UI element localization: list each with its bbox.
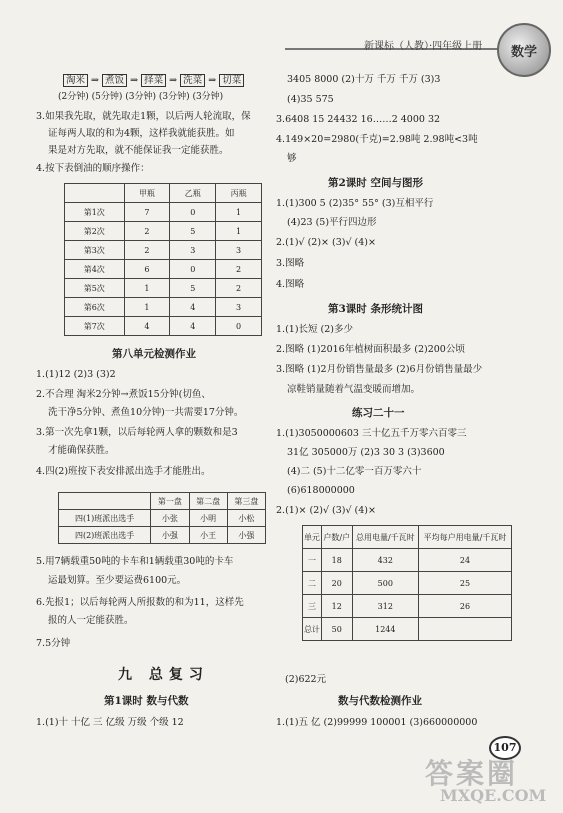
table-row	[65, 317, 262, 336]
table-cell: 18	[321, 549, 352, 572]
lesson2-heading: 第2课时 空间与图形	[328, 177, 423, 189]
table-cell: 50	[321, 618, 352, 641]
table-cell: 小松	[227, 510, 265, 527]
table-cell: 第1次	[65, 203, 125, 222]
table-cell: 小张	[151, 510, 189, 527]
u8-answer-6-line-1: 6.先报1；以后每轮两人所报数的和为11，这样先	[36, 597, 244, 608]
right-line-1: 3405 8000 (2)十万 千万 千万 (3)3	[287, 74, 441, 85]
table-cell: 第7次	[65, 317, 125, 336]
table-cell: 3	[216, 298, 262, 317]
test-answer-1: 1.(1)五 亿 (2)99999 100001 (3)660000000	[276, 717, 478, 728]
l2-answer-1: 1.(1)300 5 (2)35° 55° (3)互相平行	[276, 198, 434, 209]
u8-answer-5-line-2: 运最划算。至少要运费6100元。	[48, 575, 187, 586]
table-cell: 20	[321, 572, 352, 595]
u8-answer-6-line-2: 报的人一定能获胜。	[48, 615, 134, 626]
table-cell: 第5次	[65, 279, 125, 298]
table-row	[59, 510, 266, 527]
exercise21-heading: 练习二十一	[352, 407, 405, 419]
table-cell: 4	[170, 298, 216, 317]
answer-3-line-2: 证每两人取的和为4颗，这样我就能获胜。如	[48, 128, 235, 139]
table-cell: 0	[170, 260, 216, 279]
l3-answer-3b: 凉鞋销量随着气温变暖而增加。	[287, 384, 421, 395]
unit8-heading: 第八单元检测作业	[112, 348, 196, 360]
l3-answer-2: 2.图略 (1)2016年植树面积最多 (2)200公顷	[276, 344, 465, 355]
l2-answer-1b: (4)23 (5)平行四边形	[287, 217, 377, 228]
ex21-answer-2: 2.(1)× (2)√ (3)√ (4)×	[276, 505, 376, 516]
flow-step-5: 切菜	[219, 74, 244, 87]
answer-3-line-3: 果是对方先取，就不能保证我一定能获胜。	[48, 145, 229, 156]
ex21-answer-1c: (4)二 (5)十二亿零一百万零六十	[287, 466, 422, 477]
table-cell: 总计	[303, 618, 322, 641]
right-line-3: 3.6408 15 24432 16……2 4000 32	[276, 114, 441, 125]
table-cell: 312	[352, 595, 418, 618]
table-header-cell: 丙瓶	[216, 184, 262, 203]
table-header-cell: 户数/户	[321, 526, 352, 549]
table-cell: 2	[124, 222, 170, 241]
table-cell: 2	[216, 260, 262, 279]
u8-answer-2-line-2: 洗干净5分钟、煮鱼10分钟)一共需要17分钟。	[48, 407, 244, 418]
ex21-answer-1b: 31亿 305000万 (2)3 30 3 (3)3600	[287, 447, 445, 458]
u8-answer-3-line-2: 才能确保获胜。	[48, 445, 115, 456]
table-cell: 第4次	[65, 260, 125, 279]
table-cell: 1	[216, 222, 262, 241]
table-cell: 3	[216, 241, 262, 260]
flow-step-1: 淘米	[63, 74, 88, 87]
table-cell: 26	[418, 595, 511, 618]
l2-answer-4: 4.图略	[276, 279, 305, 290]
table-cell: 二	[303, 572, 322, 595]
table-cell: 2	[124, 241, 170, 260]
table-cell: 四(1)班派出选手	[59, 510, 151, 527]
table-row	[303, 549, 512, 572]
table-cell: 第2次	[65, 222, 125, 241]
flow-step-2: 煮饭	[102, 74, 127, 87]
table-cell: 12	[321, 595, 352, 618]
table-cell: 3	[170, 241, 216, 260]
table-cell: 500	[352, 572, 418, 595]
table-header-cell: 乙瓶	[170, 184, 216, 203]
answer-3-line-1: 3.如果我先取，就先取走1颗，以后两人轮流取，保	[36, 111, 251, 122]
table-header-cell	[59, 493, 151, 510]
table-cell: 1	[216, 203, 262, 222]
table-cell: 4	[124, 317, 170, 336]
u8-answer-1: 1.(1)12 (2)3 (3)2	[36, 369, 116, 380]
table-cell: 7	[124, 203, 170, 222]
u8-answer-2-line-1: 2.不合理 淘米2分钟→煮饭15分钟(切鱼、	[36, 389, 211, 400]
table-header-cell: 第一盘	[151, 493, 189, 510]
ch9-answer-1: 1.(1)十 十亿 三 亿级 万级 个级 12	[36, 717, 184, 728]
table-cell: 24	[418, 549, 511, 572]
table-cell: 小强	[227, 527, 265, 544]
table-cell: 小强	[151, 527, 189, 544]
table-header-cell: 甲瓶	[124, 184, 170, 203]
table-row	[303, 595, 512, 618]
watermark-url: MXQE.COM	[440, 786, 547, 805]
right-line-5: 够	[287, 153, 297, 164]
u8-answer-4: 4.四(2)班按下表安排派出选手才能胜出。	[36, 466, 211, 477]
table-header-cell	[65, 184, 125, 203]
flow-times: (2分钟) (5分钟) (3分钟) (3分钟) (3分钟)	[58, 92, 224, 102]
table-cell: 1244	[352, 618, 418, 641]
subject-badge: 数学	[497, 23, 551, 77]
table-header-cell: 平均每户用电量/千瓦时	[418, 526, 511, 549]
table-header-cell: 总用电量/千瓦时	[352, 526, 418, 549]
table-row	[65, 203, 262, 222]
table-row	[59, 527, 266, 544]
table-cell: 0	[216, 317, 262, 336]
table-cell: 5	[170, 279, 216, 298]
table-cell: 25	[418, 572, 511, 595]
table-row	[65, 222, 262, 241]
table-cell	[418, 618, 511, 641]
oil-table	[64, 183, 262, 336]
table-header-cell: 单元	[303, 526, 322, 549]
table-cell: 小明	[189, 510, 227, 527]
table-header-cell: 第二盘	[189, 493, 227, 510]
lesson3-heading: 第3课时 条形统计图	[328, 303, 423, 315]
l2-answer-2: 2.(1)√ (2)× (3)√ (4)×	[276, 237, 376, 248]
table-cell: 小王	[189, 527, 227, 544]
chapter9-lesson1-heading: 第1课时 数与代数	[104, 695, 189, 707]
right-line-4: 4.149×20=2980(千克)=2.98吨 2.98吨<3吨	[276, 134, 478, 145]
answer-4: 4.按下表倒油的顺序操作：	[36, 163, 150, 174]
ex21-answer-1: 1.(1)3050000603 三十亿五千万零六百零三	[276, 428, 467, 439]
l3-answer-3: 3.图略 (1)2月份销售量最多 (2)6月份销售量最少	[276, 364, 483, 375]
l3-answer-1: 1.(1)长短 (2)多少	[276, 324, 353, 335]
electricity-table	[302, 525, 512, 641]
flow-steps: 淘米 ⇒ 煮饭 ⇒ 择菜 ⇒ 洗菜 ⇒ 切菜	[63, 74, 244, 88]
table-cell: 6	[124, 260, 170, 279]
right-line-2: (4)35 575	[287, 94, 334, 105]
u8-answer-3-line-1: 3.第一次先拿1颗，以后每轮两人拿的颗数和是3	[36, 427, 238, 438]
match-table	[58, 492, 266, 544]
table-cell: 0	[170, 203, 216, 222]
table-cell: 一	[303, 549, 322, 572]
table-cell: 432	[352, 549, 418, 572]
table-row	[65, 298, 262, 317]
test-heading: 数与代数检测作业	[338, 695, 422, 707]
table-cell: 三	[303, 595, 322, 618]
ex21-answer-1d: (6)618000000	[287, 485, 355, 496]
flow-step-3: 择菜	[141, 74, 166, 87]
watermark-logo: 答案圈	[425, 757, 519, 790]
table-cell: 2	[216, 279, 262, 298]
table-row	[303, 618, 512, 641]
table-header-cell: 第三盘	[227, 493, 265, 510]
table-cell: 5	[170, 222, 216, 241]
u8-answer-7: 7.5分钟	[36, 638, 71, 649]
u8-answer-5-line-1: 5.用7辆载重50吨的卡车和1辆载重30吨的卡车	[36, 556, 234, 567]
table-row	[65, 241, 262, 260]
table-cell: 1	[124, 298, 170, 317]
table-cell: 第3次	[65, 241, 125, 260]
table-row	[65, 279, 262, 298]
table-cell: 4	[170, 317, 216, 336]
header-title: 新课标（人教）·四年级上册	[364, 41, 483, 52]
l2-answer-3: 3.图略	[276, 258, 305, 269]
table-cell: 1	[124, 279, 170, 298]
table-cell: 四(2)班派出选手	[59, 527, 151, 544]
flow-step-4: 洗菜	[180, 74, 205, 87]
page-number: 107	[489, 736, 521, 760]
table-row	[65, 260, 262, 279]
chapter9-heading: 九 总复习	[118, 667, 209, 683]
table-cell: 第6次	[65, 298, 125, 317]
table-row	[303, 572, 512, 595]
ex21-answer-3: (2)622元	[285, 674, 327, 685]
